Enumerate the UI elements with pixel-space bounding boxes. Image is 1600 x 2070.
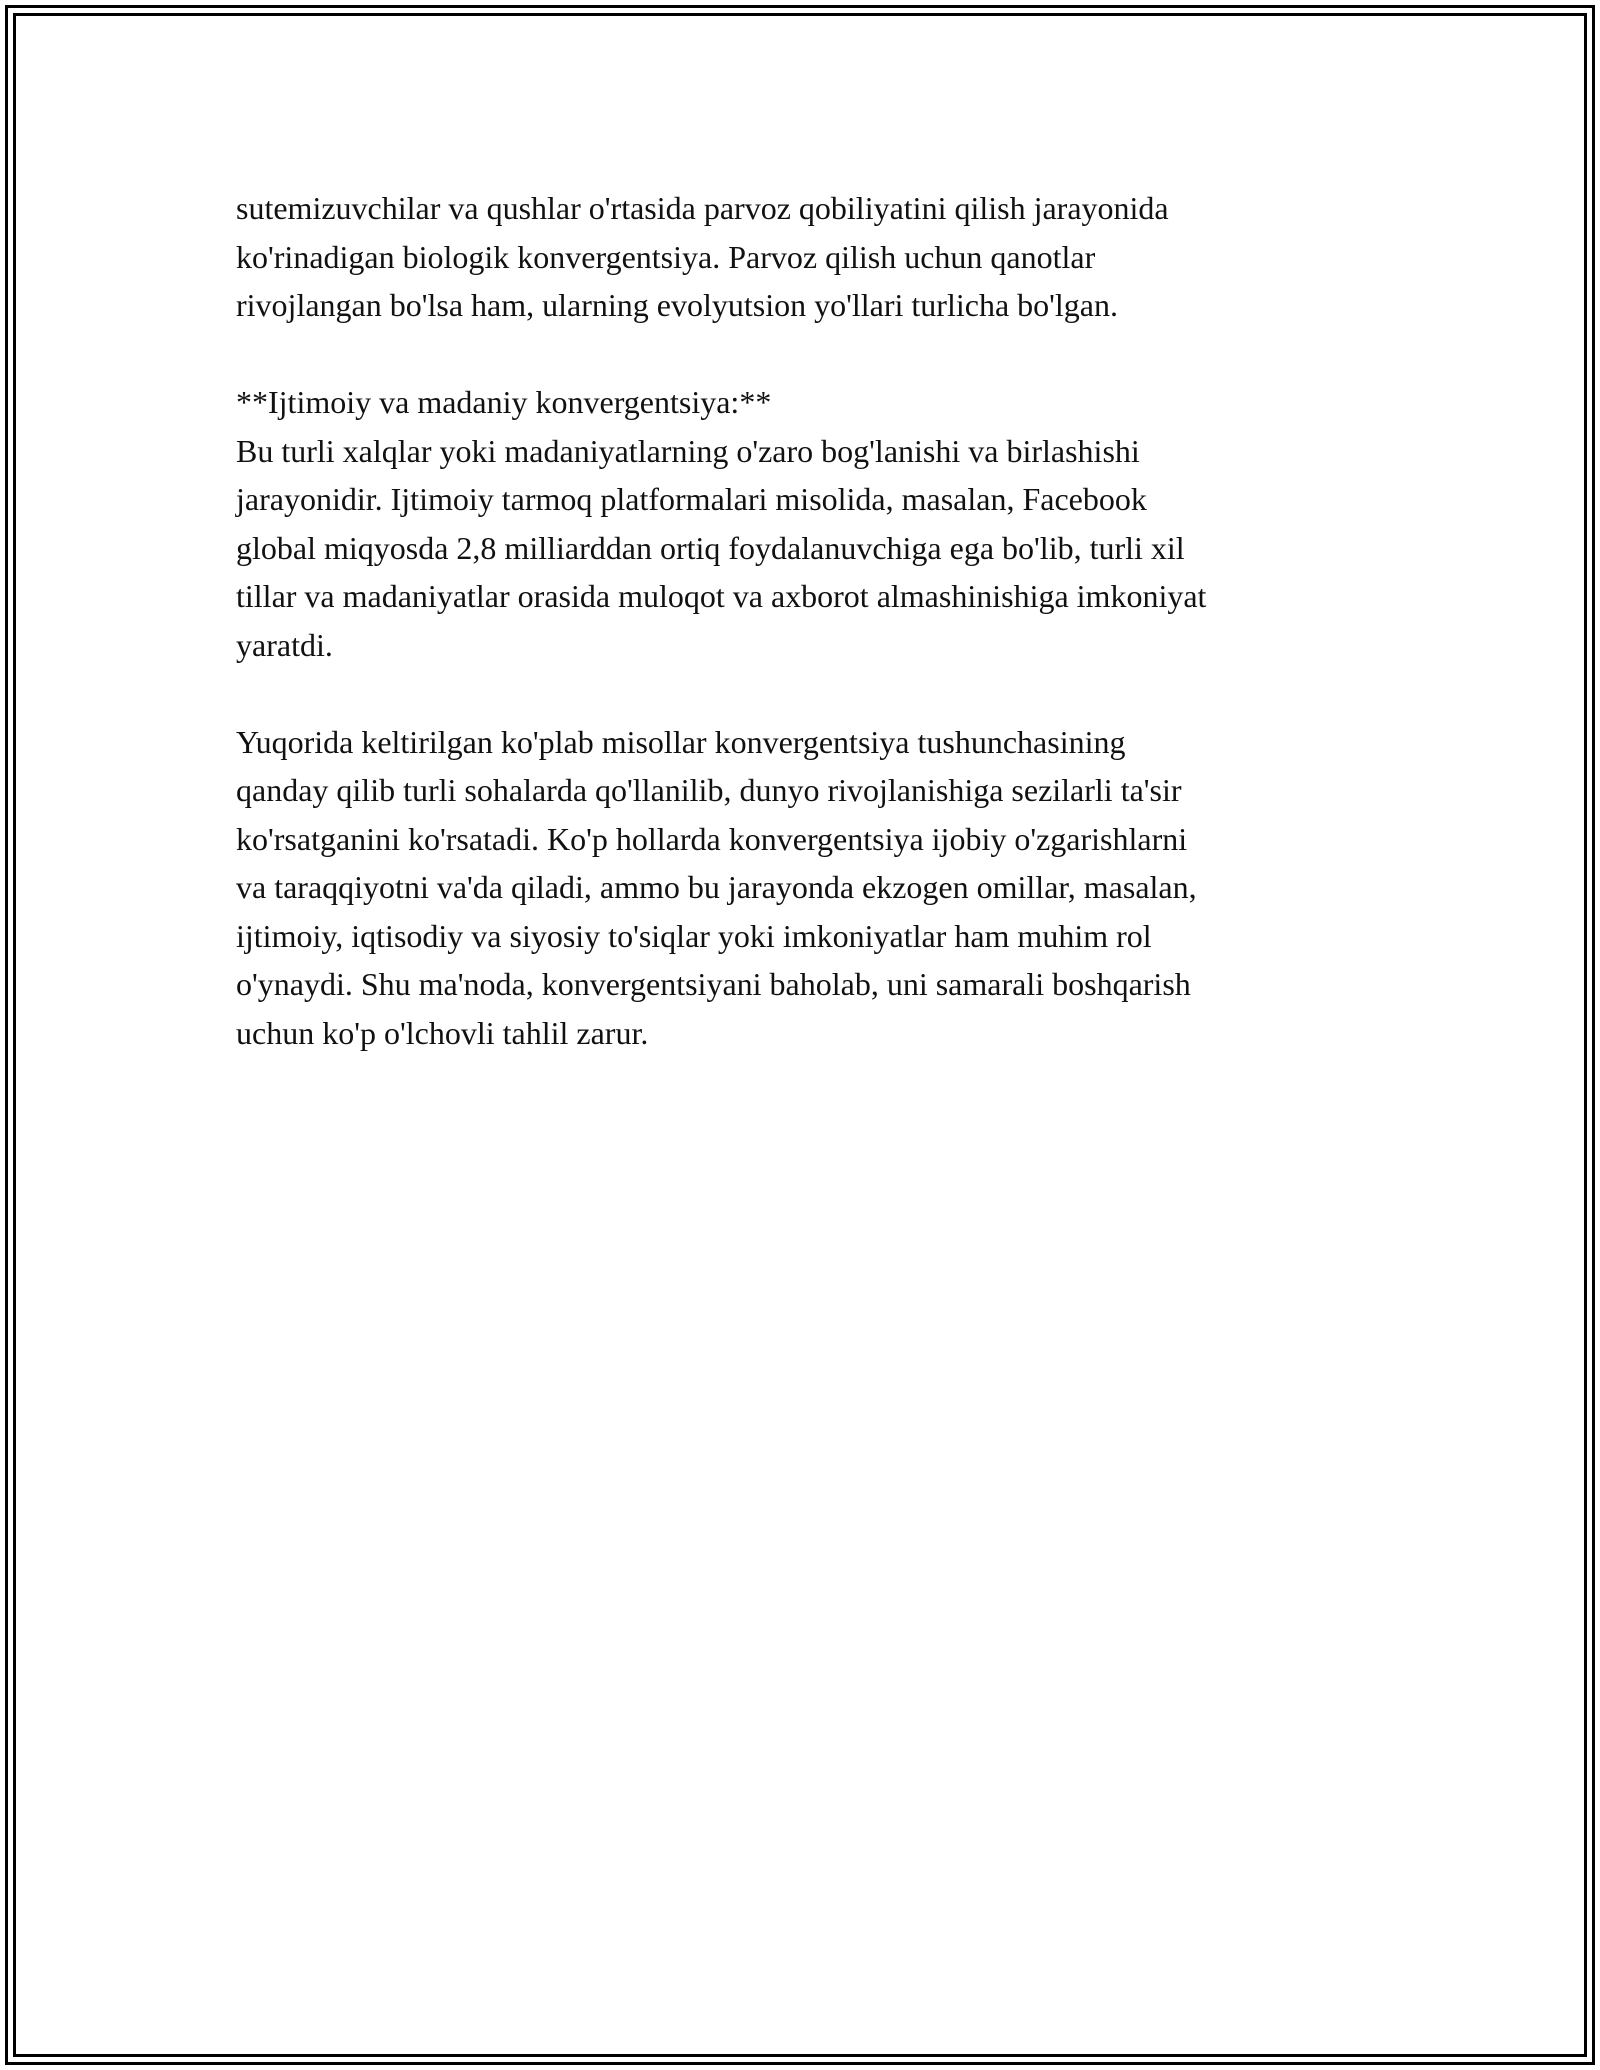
text-line: global miqyosda 2,8 milliarddan ortiq foydalanuvchiga ega bo'lib, turli xil [236,529,1185,566]
document-body [236,184,1366,1057]
text-line: o'ynaydi. Shu ma'noda, konvergentsiyani baholab, uni samarali boshqarish [236,966,1191,1002]
text-line: Yuqorida keltirilgan ko'plab misollar konvergentsiya tushunchasining [236,723,1126,760]
text-line: uchun ko'p o'lchovli tahlil zarur. [236,1014,649,1051]
text-line: sutemizuvchilar va qushlar o'rtasida parvoz qobiliyatini qilish jarayonida [236,190,1169,226]
text-line: va taraqqiyotni va'da qiladi, ammo bu jarayonda ekzogen omillar, masalan, [236,869,1197,905]
paragraph-conclusion [236,718,1366,1058]
text-line: yaratdi. [236,626,333,663]
text-line: tillar va madaniyatlar orasida muloqot va axborot almashinishiga imkoniyat [236,578,1207,614]
paragraph-social-cultural-convergence [236,378,1366,669]
section-heading: **Ijtimoiy va madaniy konvergentsiya:** [236,384,772,420]
text-line: ijtimoiy, iqtisodiy va siyosiy to'siqlar yoki imkoniyatlar ham muhim rol [236,917,1152,954]
paragraph-gap [236,669,1366,718]
text-line: rivojlangan bo'lsa ham, ularning evolyutsion yo'llari turlicha bo'lgan. [236,287,1118,323]
text-line: ko'rsatganini ko'rsatadi. Ko'p hollarda konvergentsiya ijobiy o'zgarishlarni [236,820,1188,857]
text-line: jarayonidir. Ijtimoiy tarmoq platformalari misolida, masalan, Facebook [236,481,1147,517]
paragraph-gap [236,330,1366,379]
text-line: Bu turli xalqlar yoki madaniyatlarning o'zaro bog'lanishi va birlashishi [236,432,1140,469]
paragraph-biological-convergence [236,184,1366,330]
text-line: ko'rinadigan biologik konvergentsiya. Parvoz qilish uchun qanotlar [236,238,1096,275]
text-line: qanday qilib turli sohalarda qo'llanilib, dunyo rivojlanishiga sezilarli ta'sir [236,772,1182,808]
